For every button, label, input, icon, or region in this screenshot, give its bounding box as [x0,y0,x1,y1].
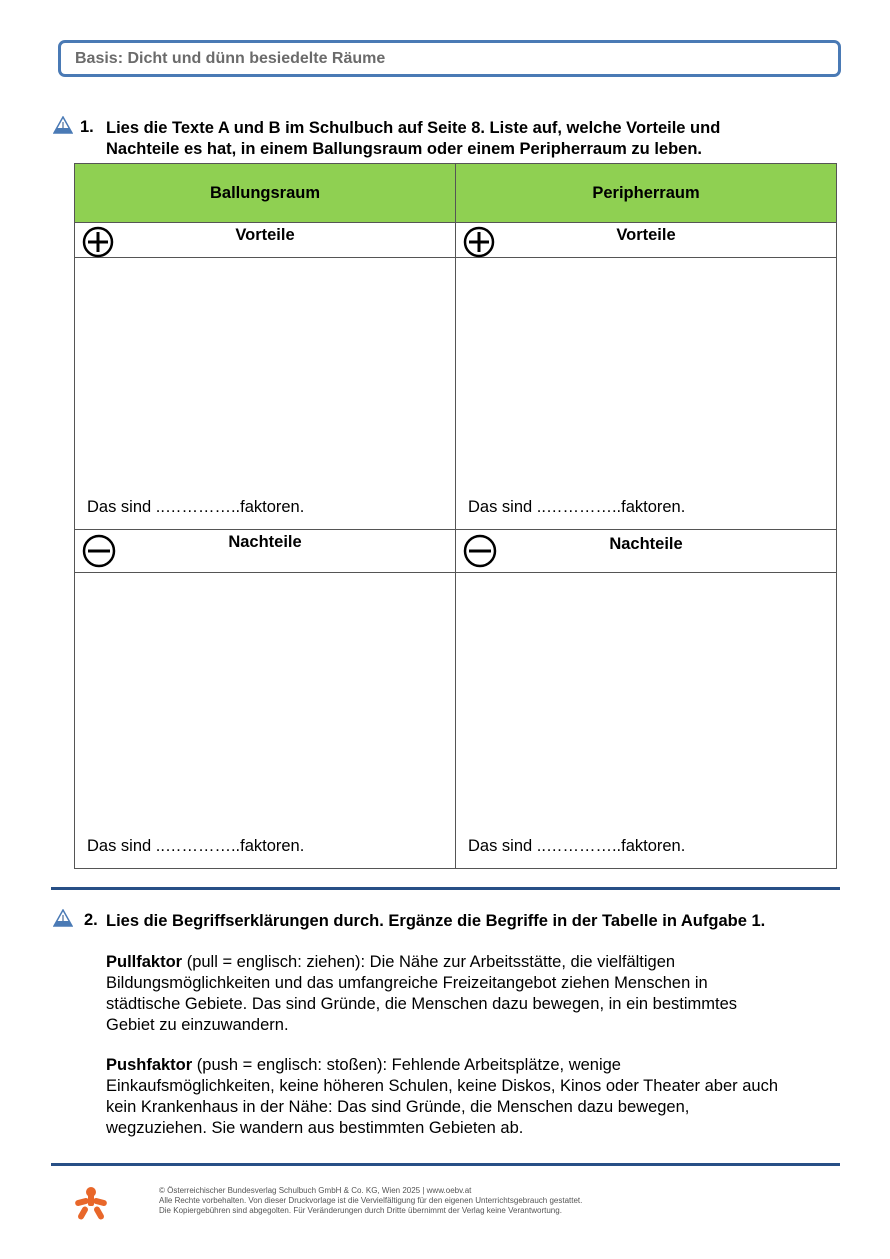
task2-instruction: Lies die Begriffserklärungen durch. Ergänze die Begriffe in der Tabelle in Aufgabe 1. [106,912,766,930]
factor-text: Das sind ..…………..faktoren. [468,498,686,516]
push-line: (push = englisch: stoßen): Fehlende Arbeitsplätze, wenige [196,1056,621,1074]
pullfactor-term: Pullfaktor [106,953,183,971]
section-divider [51,887,840,890]
push-line: Einkaufsmöglichkeiten, keine höheren Schulen, keine Diskos, Kinos oder Theater aber auch [106,1077,779,1095]
task1-instruction [106,118,720,160]
task1-number: 1. [80,118,94,136]
task1-line2: Nachteile es hat, in einem Ballungsraum oder einem Peripherraum zu leben. [106,140,703,158]
disadvantages-answer-cell-peripherraum[interactable] [456,573,837,869]
push-line: wegzuziehen. Sie wandern aus bestimmten Gebieten ab. [106,1119,524,1137]
task1-line1: Lies die Texte A und B im Schulbuch auf Seite 8. Liste auf, welche Vorteile und [106,119,721,137]
advantages-answer-cell-peripherraum[interactable] [456,258,837,530]
copyright-footer [159,1186,582,1216]
factor-text: Das sind ..…………..faktoren. [468,837,686,855]
advantages-label: Vorteile [616,226,676,244]
factor-text: Das sind ..…………..faktoren. [87,498,305,516]
pull-line: Bildungsmöglichkeiten und das umfangreiche Freizeitangebot ziehen Menschen in [106,974,708,992]
header-peripherraum: Peripherraum [456,164,837,223]
advantages-header-cell [456,223,837,258]
worksheet-title: Basis: Dicht und dünn besiedelte Räume [58,40,841,77]
comparison-table [74,163,837,869]
disadvantages-answer-cell-ballungsraum[interactable] [75,573,456,869]
task2-number: 2. [84,911,98,929]
level-pyramid-icon [53,909,73,927]
footer-divider [51,1163,840,1166]
advantages-answer-cell-ballungsraum[interactable] [75,258,456,530]
pullfactor-definition [106,952,841,1036]
footer-line: © Österreichischer Bundesverlag Schulbuch GmbH & Co. KG, Wien 2025 | www.oebv.at [159,1186,472,1195]
disadvantages-label: Nachteile [609,535,683,553]
header-ballungsraum: Ballungsraum [75,164,456,223]
level-pyramid-icon [53,116,73,134]
pushfactor-definition [106,1055,841,1139]
advantages-label: Vorteile [235,226,295,244]
pushfactor-term: Pushfaktor [106,1056,193,1074]
pull-line: Gebiet zu einzuwandern. [106,1016,289,1034]
pull-line: städtische Gebiete. Das sind Gründe, die Menschen dazu bewegen, in ein bestimmtes [106,995,738,1013]
footer-line: Alle Rechte vorbehalten. Von dieser Druckvorlage ist die Vervielfältigung für den eigenen Unterrichtsgebrauch gestattet. [159,1196,583,1205]
disadvantages-header-cell [456,530,837,573]
disadvantages-label: Nachteile [228,533,302,551]
factor-text: Das sind ..…………..faktoren. [87,837,305,855]
oebv-logo-icon [72,1184,110,1222]
footer-line: Die Kopiergebühren sind abgegolten. Für Veränderungen durch Dritte übernimmt der Verlag keine Verantwortung. [159,1206,562,1215]
advantages-header-cell [75,223,456,258]
push-line: kein Krankenhaus in der Nähe: Das sind Gründe, die Menschen dazu bewegen, [106,1098,690,1116]
disadvantages-header-cell [75,530,456,573]
pull-line: (pull = englisch: ziehen): Die Nähe zur Arbeitsstätte, die vielfältigen [186,953,676,971]
